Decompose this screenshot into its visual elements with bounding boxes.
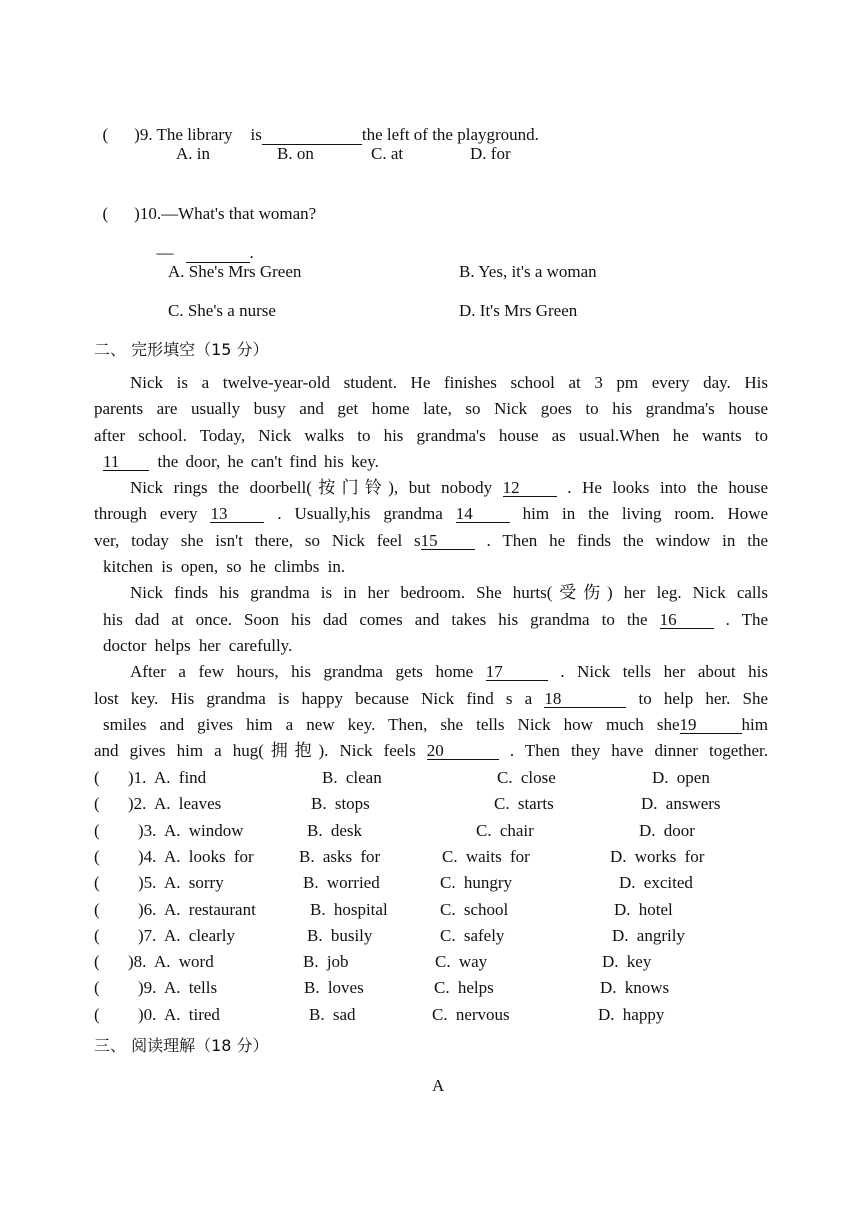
question-number: )9. [138, 978, 157, 998]
option-c[interactable]: C. safely [440, 925, 505, 945]
p1-line2: parents are usually busy and get home late, so Nick goes to his grandma's house [94, 399, 768, 419]
option-b[interactable]: B. sad [309, 1004, 356, 1024]
q10-answer-line [148, 223, 254, 263]
blank-13[interactable]: 13 [210, 505, 264, 523]
p2-line4: kitchen is open, so he climbs in. [103, 557, 346, 577]
cloze-question-row [94, 949, 774, 975]
cloze-question-row [94, 870, 774, 896]
question-paren: ( [94, 794, 100, 814]
option-b[interactable]: B. desk [307, 820, 362, 840]
question-paren: ( [94, 873, 100, 893]
blank-11[interactable]: 11 [103, 453, 149, 471]
q10-option-d[interactable]: D. It's Mrs Green [459, 301, 578, 320]
option-a[interactable]: A. leaves [154, 794, 222, 814]
section3-subheading: A [432, 1076, 445, 1095]
blank-18[interactable]: 18 [544, 690, 626, 708]
cloze-question-row [94, 818, 774, 844]
p4-line4: and gives him a hug(拥抱). Nick feels 20 . Then they have dinner together. [94, 741, 769, 761]
q9-paren: ( [102, 125, 109, 144]
q9-option-d[interactable]: D. for [470, 144, 511, 163]
q10-paren: ( [102, 204, 109, 223]
p3-line1: Nick finds his grandma is in her bedroom. She hurts(受伤) her leg. Nick calls [130, 583, 768, 603]
option-b[interactable]: B. hospital [310, 899, 388, 919]
q10-line [94, 184, 316, 224]
option-a[interactable]: A. sorry [164, 873, 224, 893]
option-d[interactable]: D. angrily [612, 925, 685, 945]
question-paren: ( [94, 1004, 100, 1024]
q10-option-a[interactable]: A. She's Mrs Green [168, 262, 302, 281]
cloze-question-row [94, 844, 774, 870]
q9-blank[interactable] [262, 126, 362, 145]
blank-17[interactable]: 17 [486, 663, 548, 681]
blank-20[interactable]: 20 [427, 742, 499, 760]
p2-line3: ver, today she isn't there, so Nick feel s15 . Then he finds the window in the [94, 530, 768, 550]
question-number: )6. [138, 899, 157, 919]
option-d[interactable]: D. door [639, 820, 695, 840]
option-a[interactable]: A. word [154, 952, 214, 972]
option-c[interactable]: C. close [497, 768, 556, 787]
option-b[interactable]: B. clean [322, 768, 382, 787]
question-number: )2. [128, 794, 147, 814]
section2-heading: 二、 完形填空（15 分） [94, 340, 269, 359]
option-c[interactable]: C. nervous [432, 1004, 510, 1024]
option-d[interactable]: D. open [652, 768, 710, 787]
question-paren: ( [94, 899, 100, 919]
option-c[interactable]: C. school [440, 899, 509, 919]
question-number: )8. [128, 952, 147, 972]
p1-line4: 11 the door, he can't find his key. [103, 451, 379, 471]
q9-rest: the left of the playground. [361, 125, 539, 144]
question-number: )7. [138, 925, 157, 945]
option-c[interactable]: C. waits for [442, 846, 530, 866]
question-paren: ( [94, 952, 100, 972]
option-b[interactable]: B. asks for [299, 846, 381, 866]
blank-16[interactable]: 16 [660, 611, 714, 629]
p3-line3: doctor helps her carefully. [103, 635, 293, 655]
question-number: )0. [138, 1004, 157, 1024]
option-c[interactable]: C. way [435, 952, 488, 972]
question-number: )1. [128, 768, 147, 787]
question-paren: ( [94, 820, 100, 840]
q9-option-c[interactable]: C. at [371, 144, 404, 163]
option-a[interactable]: A. looks for [164, 846, 254, 866]
q9-line [94, 105, 539, 145]
option-d[interactable]: D. happy [598, 1004, 665, 1024]
option-c[interactable]: C. chair [476, 820, 534, 840]
question-number: )3. [138, 820, 157, 840]
option-a[interactable]: A. window [164, 820, 244, 840]
option-b[interactable]: B. job [303, 952, 349, 972]
option-d[interactable]: D. answers [641, 794, 721, 814]
option-b[interactable]: B. stops [311, 794, 370, 814]
q10-dash: — [156, 243, 174, 262]
question-paren: ( [94, 925, 100, 945]
blank-14[interactable]: 14 [456, 505, 510, 523]
q10-stem: )10.—What's that woman? [134, 204, 317, 223]
blank-12[interactable]: 12 [503, 479, 557, 497]
question-paren: ( [94, 978, 100, 998]
question-number: )4. [138, 846, 157, 866]
blank-15[interactable]: 15 [421, 532, 475, 550]
option-a[interactable]: A. clearly [164, 925, 236, 945]
q9-option-a[interactable]: A. in [176, 144, 210, 163]
cloze-passage [94, 370, 768, 764]
q9-option-b[interactable]: B. on [277, 144, 314, 163]
option-b[interactable]: B. busily [307, 925, 373, 945]
question-paren: ( [94, 846, 100, 866]
cloze-question-row [94, 975, 774, 1001]
cloze-question-row [94, 791, 774, 817]
p2-line1: Nick rings the doorbell(按门铃), but nobody 12 . He looks into the house [130, 478, 769, 498]
option-d[interactable]: D. excited [619, 873, 693, 893]
cloze-question-row [94, 897, 774, 923]
option-d[interactable]: D. hotel [614, 899, 673, 919]
option-d[interactable]: D. knows [600, 978, 670, 998]
q10-blank[interactable] [186, 244, 250, 263]
p2-line2: through every 13 . Usually,his grandma 14 him in the living room. Howe [94, 504, 769, 524]
option-a[interactable]: A. find [154, 768, 207, 787]
cloze-question-row [94, 923, 774, 949]
p4-line2: lost key. His grandma is happy because Nick find s a 18 to help her. She [94, 688, 769, 708]
option-c[interactable]: C. starts [494, 794, 554, 814]
option-d[interactable]: D. key [602, 952, 652, 972]
option-b[interactable]: B. worried [303, 873, 380, 893]
option-b[interactable]: B. loves [304, 978, 364, 998]
option-a[interactable]: A. tells [164, 978, 218, 998]
q10-option-b[interactable]: B. Yes, it's a woman [459, 262, 597, 281]
q10-option-c[interactable]: C. She's a nurse [168, 301, 276, 320]
option-d[interactable]: D. works for [610, 846, 705, 866]
option-a[interactable]: A. tired [164, 1004, 220, 1024]
option-c[interactable]: C. helps [434, 978, 494, 998]
option-c[interactable]: C. hungry [440, 873, 512, 893]
p4-line3: smiles and gives him a new key. Then, she tells Nick how much she19 him [103, 714, 768, 734]
question-paren: ( [94, 768, 100, 787]
p1-line1: Nick is a twelve-year-old student. He finishes school at 3 pm every day. His [130, 373, 768, 392]
q9-is: is [250, 125, 262, 144]
option-a[interactable]: A. restaurant [164, 899, 256, 919]
p1-line3: after school. Today, Nick walks to his grandma's house as usual.When he wants to [94, 425, 768, 445]
p3-line2: his dad at once. Soon his dad comes and takes his grandma to the 16 . The [103, 609, 769, 629]
p4-line1: After a few hours, his grandma gets home 17 . Nick tells her about his [130, 662, 768, 682]
q10-period: . [249, 243, 254, 262]
question-number: )5. [138, 873, 157, 893]
cloze-question-row [94, 1002, 774, 1028]
section3-heading: 三、 阅读理解（18 分） [94, 1036, 269, 1055]
cloze-question-row [94, 765, 774, 791]
blank-19[interactable]: 19 [680, 716, 742, 734]
q9-stem: )9. The library [134, 125, 233, 144]
